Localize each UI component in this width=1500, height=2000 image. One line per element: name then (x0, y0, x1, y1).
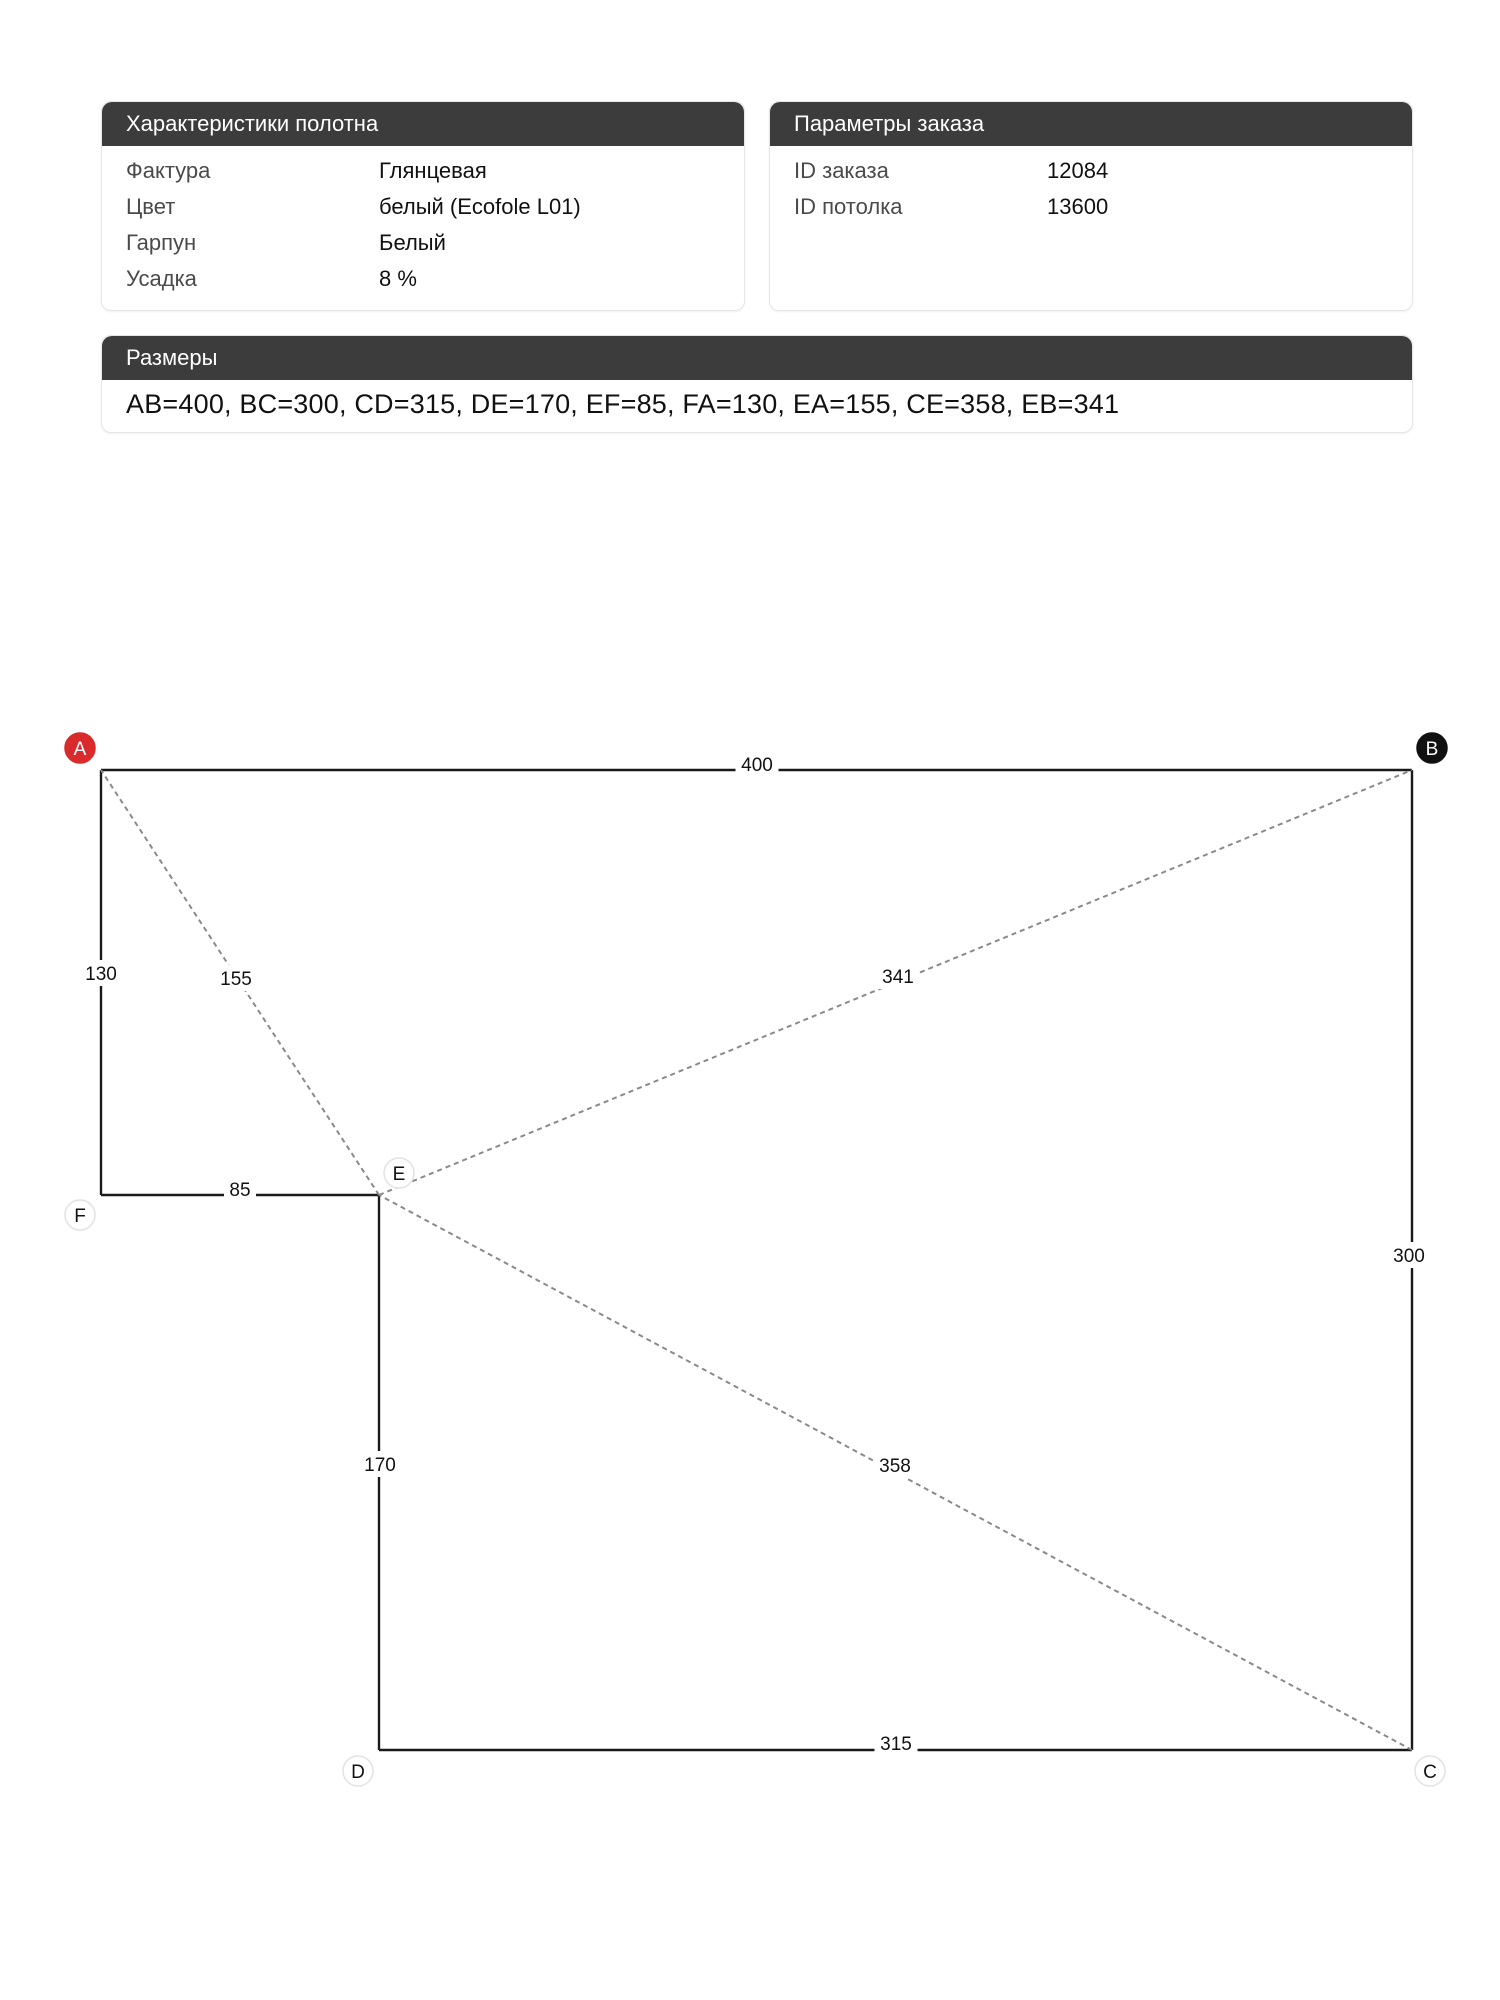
property-value: Глянцевая (379, 158, 487, 183)
edge-length-label-ce: 358 (879, 1456, 911, 1477)
point-label-f: F (74, 1206, 86, 1227)
edge-length-label-bc: 300 (1393, 1246, 1425, 1267)
property-value: белый (Ecofole L01) (379, 194, 581, 219)
edge-length-label-fa: 130 (85, 964, 117, 985)
edge-length-label-ea: 155 (220, 969, 252, 990)
property-value: 8 % (379, 266, 417, 291)
order-panel-title: Параметры заказа (770, 102, 1412, 146)
property-label: Усадка (126, 266, 197, 291)
property-label: Цвет (126, 194, 176, 219)
property-label: ID потолка (794, 194, 903, 219)
property-value: 12084 (1047, 158, 1109, 183)
edge-length-label-eb: 341 (882, 967, 914, 988)
property-value: 13600 (1047, 194, 1109, 219)
point-label-e: E (392, 1164, 406, 1185)
property-value: Белый (379, 230, 446, 255)
point-label-b: B (1425, 739, 1439, 760)
property-label: Гарпун (126, 230, 197, 255)
fabric-panel-title: Характеристики полотна (102, 102, 744, 146)
edge-length-label-de: 170 (364, 1455, 396, 1476)
point-label-a: A (73, 739, 87, 760)
point-label-d: D (351, 1762, 365, 1783)
edge-length-label-ab: 400 (741, 755, 773, 776)
point-label-c: C (1423, 1762, 1437, 1783)
sizes-panel-title: Размеры (102, 336, 1412, 380)
property-label: ID заказа (794, 158, 889, 183)
sizes-text: AB=400, BC=300, CD=315, DE=170, EF=85, FA=130, EA=155, CE=358, EB=341 (126, 389, 1120, 419)
edge-length-label-ef: 85 (229, 1180, 251, 1201)
property-label: Фактура (126, 158, 211, 183)
edge-length-label-cd: 315 (880, 1734, 912, 1755)
